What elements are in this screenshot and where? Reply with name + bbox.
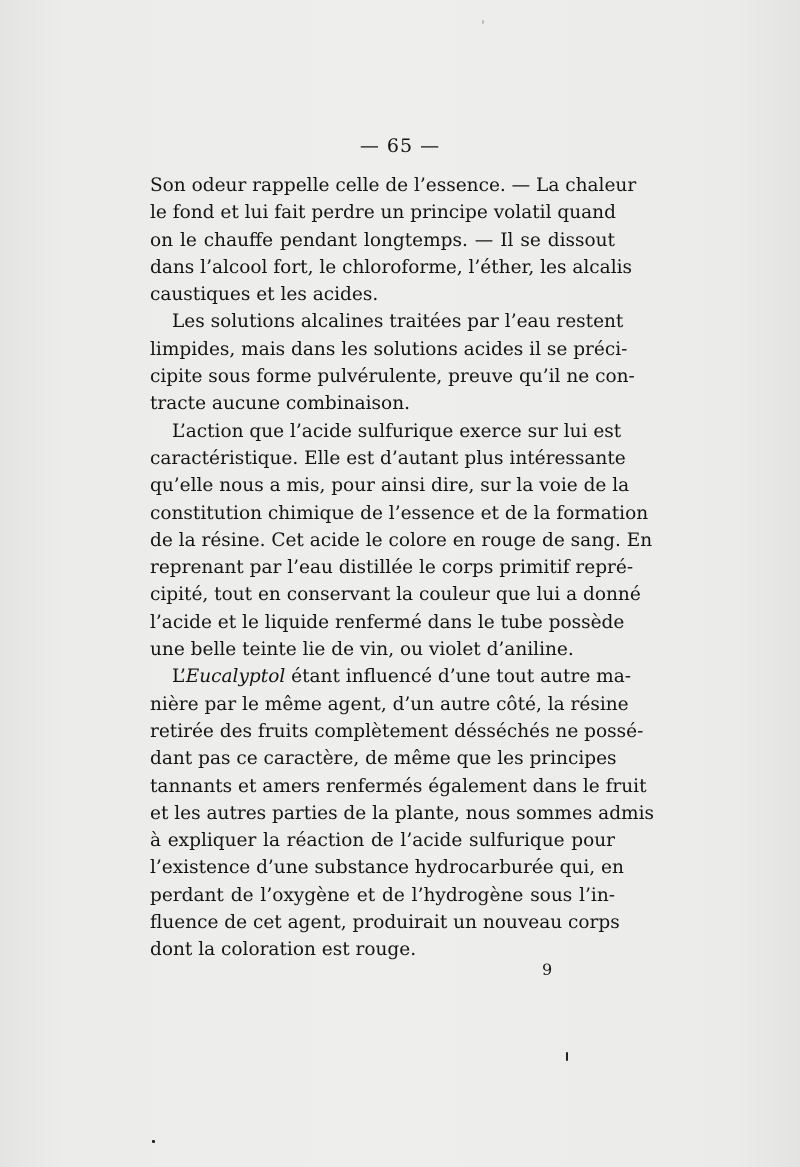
paragraph [150, 663, 654, 963]
text-line: L’action que l’acide sulfurique exerce sur lui est [172, 420, 622, 442]
text-line: dans l’alcool fort, le chloroforme, l’éther, les alcalis [150, 256, 633, 278]
text-line: l’existence d’une substance hydrocarburée qui, en [150, 857, 624, 879]
text-line: tracte aucune combinaison. [150, 393, 410, 415]
dust-speck [152, 1140, 155, 1143]
text-line: le fond et lui fait perdre un principe volatil quand [150, 202, 616, 224]
text-line: retirée des fruits complètement désséchés ne possé- [150, 720, 644, 742]
text-line: à expliquer la réaction de l’acide sulfurique pour [150, 830, 615, 852]
body-text [150, 172, 654, 964]
page-number: — 65 — [359, 135, 441, 157]
text-line: Les solutions alcalines traitées par l’eau restent [172, 311, 624, 333]
text-fragment: étant influencé d’une tout autre ma- [285, 666, 631, 688]
text-line: de la résine. Cet acide le colore en rouge de sang. En [150, 529, 653, 551]
text-line: cipite sous forme pulvérulente, preuve qu’il ne con- [150, 366, 635, 388]
text-line: caractéristique. Elle est d’autant plus intéressante [150, 447, 626, 469]
text-line: constitution chimique de l’essence et de la formation [150, 502, 649, 524]
text-line: dant pas ce caractère, de même que les principes [150, 748, 617, 770]
dust-speck [566, 1052, 568, 1061]
text-line: l’acide et le liquide renfermé dans le tube possède [150, 611, 625, 633]
text-line: et les autres parties de la plante, nous sommes admis [150, 802, 654, 824]
text-line: caustiques et les acides. [150, 284, 379, 306]
text-line: fluence de cet agent, produirait un nouveau corps [150, 912, 620, 934]
paragraph [150, 418, 653, 664]
text-line: tannants et amers renfermés également dans le fruit [150, 775, 647, 797]
paragraph [150, 308, 635, 417]
dust-speck [482, 20, 484, 24]
text-line: perdant de l’oxygène et de l’hydrogène sous l’in- [150, 884, 615, 906]
paragraph [150, 172, 637, 308]
italic-term: Eucalyptol [185, 666, 286, 688]
text-line: dont la coloration est rouge. [150, 939, 417, 961]
text-line: cipité, tout en conservant la couleur que lui a donné [150, 584, 641, 606]
text-line: reprenant par l’eau distillée le corps primitif repré- [150, 557, 634, 579]
signature-mark: 9 [542, 960, 553, 979]
text-line: qu’elle nous a mis, pour ainsi dire, sur la voie de la [150, 475, 630, 497]
text-line: limpides, mais dans les solutions acides il se préci- [150, 338, 628, 360]
text-line: Son odeur rappelle celle de l’essence. — La chaleur [150, 175, 637, 196]
text-fragment: L’ [172, 666, 186, 688]
text-line: nière par le même agent, d’un autre côté, la résine [150, 693, 629, 715]
text-line [150, 663, 631, 690]
text-line: une belle teinte lie de vin, ou violet d’aniline. [150, 639, 574, 661]
text-line: on le chauffe pendant longtemps. — Il se dissout [150, 229, 615, 251]
